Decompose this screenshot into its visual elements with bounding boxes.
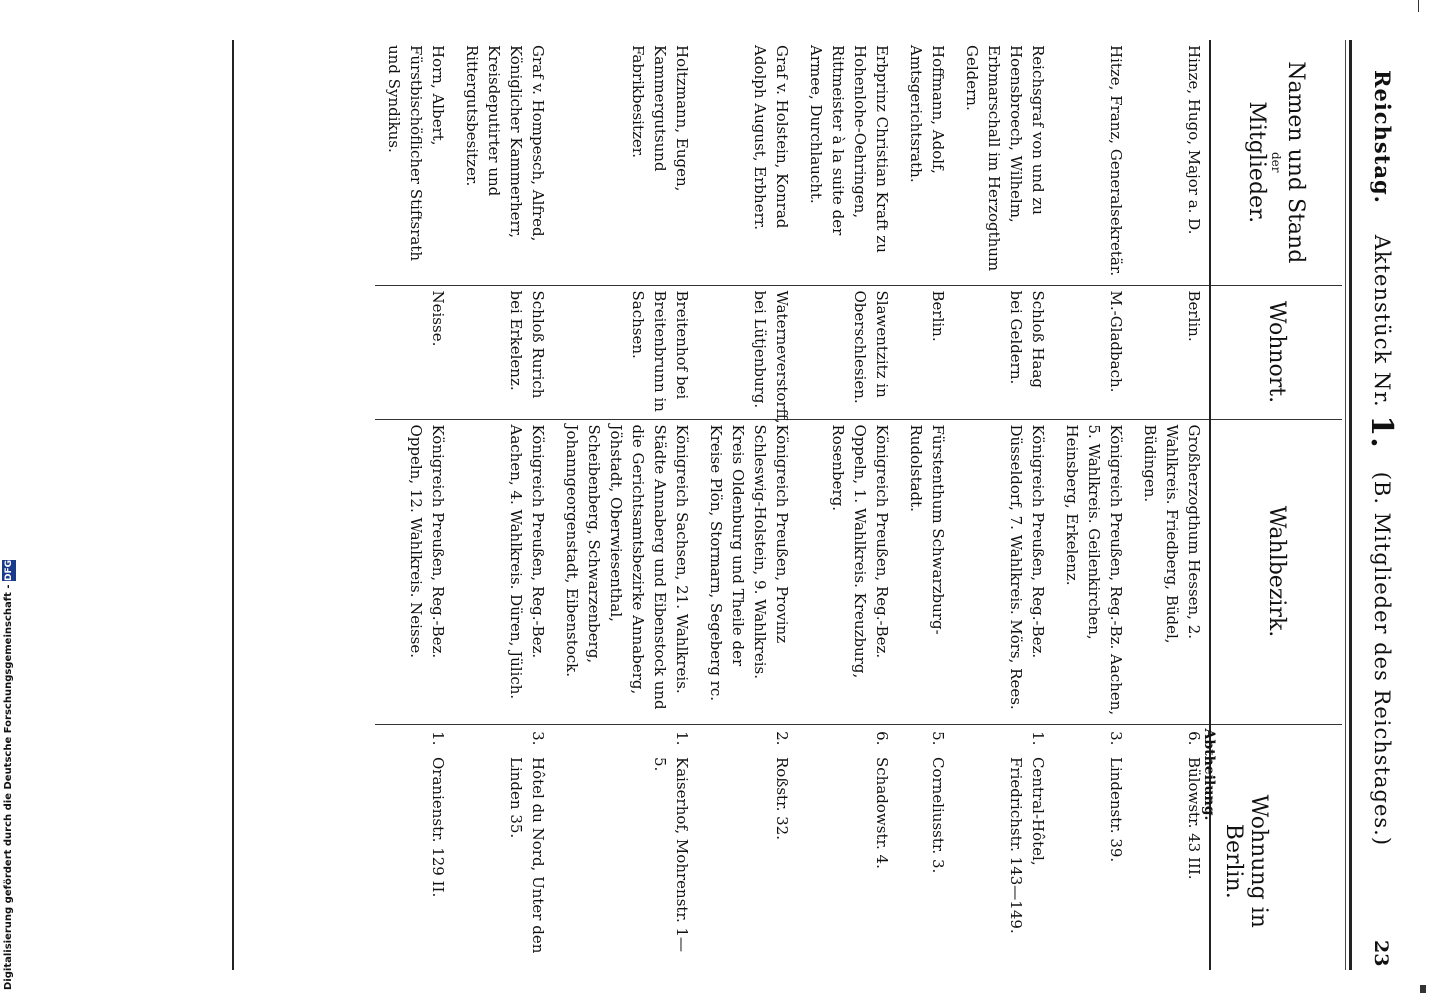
col-address-label: Wohnung in Berlin. (1221, 794, 1271, 928)
table-row (953, 40, 1053, 970)
member-residence: Breitenhof bei Breitenbrunn in Sachsen. (553, 285, 697, 419)
member-district: Königreich Preußen, Reg.-Bez. Aachen, 4. Wahlkreis. Düren, Jülich. (453, 419, 553, 724)
member-abteilung: 6. (797, 724, 897, 752)
scan-mark (1420, 985, 1426, 993)
member-district: Fürstenthum Schwarzburg-Rudolstadt. (897, 419, 953, 724)
member-abteilung: 3. (453, 724, 553, 752)
member-residence: Berlin. (1131, 285, 1210, 419)
dfg-logo: DFG (4, 559, 14, 581)
member-name: Holtzmann, Eugen, Kammergutsund Fabrikbesitzer. (629, 45, 691, 192)
member-address: Bülowstr. 43 III. (1185, 757, 1203, 880)
member-district: Königreich Preußen, Provinz Schleswig-Holstein, 9. Wahlkreis. Kreis Oldenburg und Theile der Kreise Plön, Stormarn, Segeberg rc. (697, 419, 797, 724)
col-district-header: Wahlbezirk. (1210, 419, 1342, 724)
scan-mark (1418, 0, 1419, 12)
member-residence: Neisse. (375, 285, 453, 419)
member-name: Hinze, Hugo, Major a. D. (1185, 45, 1203, 235)
member-name: Reichsgraf von und zu Hoensbroech, Wilhelm, Erbmarschall im Herzogthum Geldern. (963, 45, 1047, 272)
page-number: 23 (1370, 940, 1392, 967)
member-address: Lindenstr. 39. (1107, 757, 1125, 863)
member-residence: Schloß Rurich bei Erkelenz. (453, 285, 553, 419)
member-district: Königreich Preußen, Reg.-Bez. Oppeln, 12. Wahlkreis. Neisse. (375, 419, 453, 724)
member-district: Königreich Preußen, Reg.-Bez. Oppeln, 1. Wahlkreis. Kreuzburg, Rosenberg. (797, 419, 897, 724)
member-name: Horn, Albert, Fürstbischöflicher Stiftsrath und Syndikus. (385, 45, 447, 262)
table-row (375, 40, 453, 970)
member-name: Graf v. Holstein, Konrad Adolph August, Erbherr. (751, 45, 791, 231)
member-residence: M.-Gladbach. (1053, 285, 1131, 419)
member-abteilung: 1. (953, 724, 1053, 752)
member-address: Roßstr. 32. (773, 757, 791, 840)
member-name: Hitze, Franz, Generalsekretär. (1107, 45, 1125, 277)
member-district: Großherzogthum Hessen, 2. Wahlkreis. Friedberg, Büdel, Büdingen. (1131, 419, 1210, 724)
member-address: Hôtel du Nord, Unter den Linden 35. (507, 757, 547, 954)
member-abteilung: 2. (697, 724, 797, 752)
member-name: Hoffmann, Adolf, Amtsgerichtsrath. (907, 45, 947, 183)
col-name-header (1210, 40, 1342, 285)
table-row (697, 40, 797, 970)
top-rule (1349, 40, 1352, 970)
member-abteilung: 5. (897, 724, 953, 752)
table-row (453, 40, 553, 970)
member-abteilung: 3. (1053, 724, 1131, 752)
footer-text: Digitalisierung gefördert durch die Deutsche Forschungsgemeinschaft - (3, 584, 14, 990)
top-rule-thin (1345, 40, 1346, 970)
member-residence: Waterneverstorff, bei Lütjenburg. (697, 285, 797, 419)
col-abteilung-header (1201, 724, 1342, 970)
bottom-rule (232, 40, 234, 970)
col-name-line2: der (1269, 151, 1284, 173)
header-title: Reichstag. (1370, 70, 1395, 204)
col-name-line3: Mitglieder. (1244, 101, 1270, 224)
table-header-row (1210, 40, 1342, 970)
member-address: Central-Hôtel, Friedrichstr. 143—149. (1007, 757, 1047, 934)
running-header (1359, 70, 1399, 930)
header-doc: Aktenstück Nr. (1370, 234, 1394, 408)
member-name: Erbprinz Christian Kraft zu Hohenlohe-Oehringen, Rittmeister à la suite der Armee, Durchlaucht. (807, 45, 891, 253)
member-district: Königreich Preußen, Reg.-Bez. Düsseldorf, 7. Wahlkreis. Mörs, Rees. (953, 419, 1053, 724)
member-residence: Slawentzitz in Oberschlesien. (797, 285, 897, 419)
member-name: Graf v. Hompesch, Alfred, Königlicher Kammerherr, Kreisdeputirter und Rittergutsbesitzer. (463, 45, 547, 242)
member-address: Oranienstr. 129 II. (429, 757, 447, 898)
digitization-footer (2, 559, 20, 990)
member-residence: Schloß Haag bei Geldern. (953, 285, 1053, 419)
member-abteilung: 1. (375, 724, 453, 752)
member-abteilung: 6. (1131, 724, 1210, 752)
table-row (897, 40, 953, 970)
member-address: Schadowstr. 4. (873, 757, 891, 869)
member-address: Kaiserhof, Mohrenstr. 1—5. (651, 757, 691, 953)
col-name-line1: Namen und Stand (1283, 61, 1309, 264)
members-table (375, 40, 1342, 970)
table-row (797, 40, 897, 970)
table-row (1131, 40, 1210, 970)
member-residence: Berlin. (897, 285, 953, 419)
col-residence-header: Wohnort. (1210, 285, 1342, 419)
table-row (1053, 40, 1131, 970)
col-abteilung-label: Abtheilung. (1201, 728, 1217, 821)
member-abteilung: 1. (553, 724, 697, 752)
member-district: Königreich Sachsen, 21. Wahlkreis. Städte Annaberg und Eibenstock und die Gerichtsamtsbezirke Annaberg, Jöhstadt, Oberwiesenthal, Scheibenberg, Schwarzenberg, Johanngeorgenstadt, Eibenstock. (553, 419, 697, 724)
table-row (553, 40, 697, 970)
member-address: Corneliusstr. 3. (929, 757, 947, 874)
member-district: Königreich Preußen, Reg.-Bz. Aachen, 5. Wahlkreis. Geilenkirchen, Heinsberg, Erkelenz. (1053, 419, 1131, 724)
header-doc-number: 1. (1364, 415, 1399, 449)
header-subtitle: (B. Mitglieder des Reichstages.) (1370, 471, 1394, 847)
